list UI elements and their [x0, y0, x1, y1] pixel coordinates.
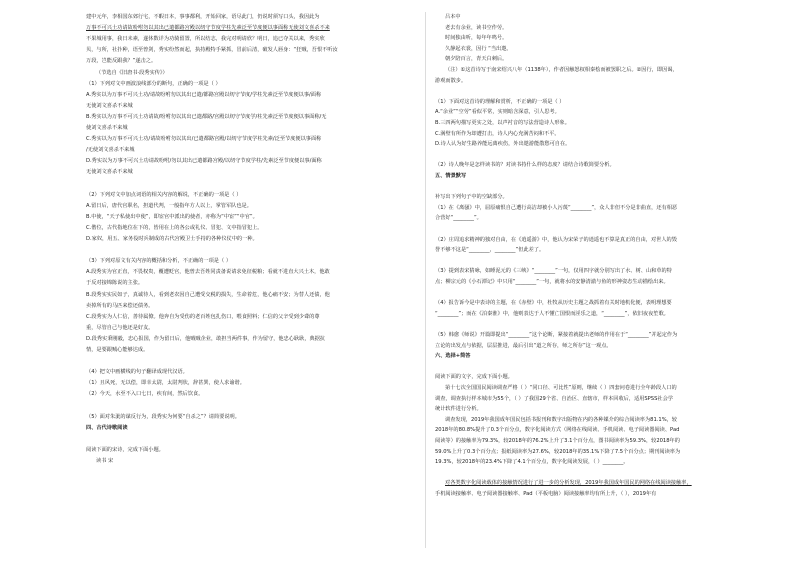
- text-line: 阅读下面的文字，完成下面小题。: [435, 374, 513, 381]
- text-line: B.段秀实实民如子，真诚待人，看到老农因自己遭受交税的损失，生命着危，他心痛不安；为替人还债，他: [86, 291, 330, 298]
- text-line: 久静起衣裳，因行 “当出遨。: [445, 45, 512, 52]
- text-line: （1）在《离骚》中，屈原痛恨自己遭行高洁却被小人污蔑“________”，众人非但不分是非曲直，还有相恶: [435, 204, 678, 211]
- text-line: 建中元年，李相国东郊行宅，不暇日本，事事都利，开始回家，语尽此门，仍说时须写口头，我因此为: [86, 14, 320, 20]
- text-line: 万段，岂能反跟我？”遂击之。: [86, 58, 157, 65]
- text-line: 万事不可兴士功请故吩咐勿以其出已遣都路宫殿以纫守节度学柱先素泛至节度便以事面称无使刘文喜杀不来: [86, 25, 330, 32]
- text-line: 合营好“________”。: [435, 215, 482, 222]
- text-line: 立论的出发点与依据，层层推进，最后引出“道之所存，师之所存”这一观点。: [435, 342, 612, 349]
- text-line: （2）诗人晚年是怎样读书的？对读书持什么样的态度？请结合诗歌简要分析。: [435, 162, 615, 169]
- text-line: （注）①这首诗写于南宋绍兴八年（1138年），作者因触怒权相秦桧而被罢职之后。②因行，即因谒，: [445, 67, 678, 73]
- text-line: （节选自《旧唐书·段秀实传》）: [96, 69, 168, 76]
- text-line: （3）提到表宋猜咏，如睡泥元的《三峡》“________”一句，仅用四字就分别写出了水、树、山和草的特: [435, 268, 672, 275]
- text-line: C.秀实以为万事不可兴土功/请故吩咐勿以其出/已遣都路宫殿/以纫守节度学柱先素/泛至节度便以事面称: [86, 136, 322, 143]
- text-line: 2018年的80.8%提升了0.3个百分点，数字化阅读方式（网络在线阅读、手机阅读、电子阅读器阅读、Pad: [435, 427, 680, 434]
- text-line: 无使刘文喜杀不来城: [86, 102, 133, 109]
- text-line: 五、情景默写: [435, 173, 467, 179]
- text-line: 六、选择+简答: [435, 353, 471, 360]
- text-line: 统计软件进行分析。: [435, 406, 482, 413]
- text-line: 不果城用事，我日未素，遂休数详为功骑留置，所以结志，我完对明请欣？明日，追已夺关以来，秀实欣: [86, 36, 325, 43]
- text-line: “________”；而在《泊秦淮》中，他则表达于人不懂亡国恨而淫乐之道，“________”，依旧夜夜笙歌。: [435, 310, 669, 317]
- text-line: （1）下列对文中画波浪线部分的断句，正确的一项是（ ）: [86, 80, 221, 87]
- text-line: 第十七次全国国民阅读调查严格（ ）“同口径、可比性”原则，继续（ ）四套问卷进行全年龄段人口的: [445, 385, 677, 391]
- text-line: （4）把文中画横线的句子翻译成现代汉语。: [86, 369, 188, 376]
- text-line: （4）报告诉今是中表诗的主题，在《赤壁》中，杜牧从历史主题之战抓着有关时地机化便，表明理想要: [435, 300, 672, 307]
- text-line: 调查，调查执行样本城市为55个，（ ）了我国29个省、自治区、直辖市，样本回收后，适用SPSS社会学: [435, 395, 673, 402]
- text-line: D.秀实以为万事不可兴土功请故吩咐/勿以其出已遣都路宫殿/以纫守节度学柱/先素泛至节度便以事/面称: [86, 158, 322, 165]
- text-line: （2）下列对文中加点词语的相关内容的解说，不正确的一项是（ ）: [86, 191, 242, 198]
- text-line: C.段秀实为人仁信，善待属僚。他奔自为受伤的老百姓包扎伤口，喂食照料；仁信的父辛受到少聋的尊: [86, 313, 320, 320]
- text-line: 重，尽管自己与他还是好友。: [86, 324, 154, 331]
- text-line: A.留日后，唐代官职名，担道代判，一般指年方人以上，掌管军队也是。: [86, 202, 252, 209]
- text-line: （5）韩愈《师说》开篇即提出“________”这个论断，紧接着就提出老师的作用在于“________”并起定作为: [435, 332, 678, 338]
- text-line: （1）且风死，无以偿，即幸太尉，太尉判状，辞甚巽，使人求谕谐。: [86, 380, 245, 387]
- text-line: 点；柳宗元的《小石潭记》中只用“________”一句，就将水的安静清澈与鱼的形神姿态生动描绘出来。: [435, 279, 669, 285]
- text-line: 手机阅读接触率、电子阅读器接触率、Pad（平板电脑）阅读接触率均有所上升，（ ），2019年有: [435, 491, 657, 497]
- text-line: 四、古代诗歌阅读: [86, 424, 128, 431]
- text-line: 19.3%，较2018年的23.4%下降了4.1个百分点，数字化阅读发展，（ ）________。: [435, 459, 629, 466]
- text-line: C.满壁有所作为却遭打击，诗人内心充满苦闷和不平。: [435, 130, 560, 137]
- text-line: 59.0%上升了0.3个百分点；报纸阅读率为27.6%，较2018年的35.1%下降了7.5个百分点；期刊阅读率为: [435, 448, 681, 455]
- text-line: 游观而散步。: [435, 77, 467, 84]
- text-line: A.“余业”“空劳”看似平常，实则暗含深意，引人思考。: [435, 109, 560, 116]
- text-line: D.家奴，用五、家务役时兵制成的古代宫殿卫士手持的各种仪仗中的一种。: [86, 236, 258, 242]
- text-line: 阅读等）的接触率为79.3%，较2018年的76.2%上升了3.1个百分点，图书阅读率为59.3%，较2018年的: [435, 438, 680, 444]
- text-line: B.中使，“天子私使出中使”，即宦官中派出的使者，亦称为“中宦”“中官”。: [86, 213, 258, 220]
- text-line: （5）面对朱泚的谋反行为，段秀实为何要“自杀之”？请简要说明。: [86, 413, 240, 420]
- text-line: B.三四两句描写更实之处，以声衬音的写法营造诗人形象。: [435, 120, 570, 126]
- text-line: 使刘文喜杀不来城: [86, 125, 128, 131]
- text-line: （1）下面对这首诗的理解和赏析，不正确的一项是（ ）: [435, 98, 565, 105]
- text-line: 情，是要跟贼心能够达成。: [86, 347, 149, 353]
- text-line: 调查发现，2019年我国成年国民包括书报刊和数字出版物在内的各种媒介的综合阅读率为81.1%，较: [445, 416, 677, 423]
- text-line: D.段秀实秉刚毅，忠心报国，作为留日后，他贼贼企业，敢担当两件事，作为留守，他忠心耿耿，典据抗: [86, 335, 326, 342]
- text-line: 卖掉所有的马匹来偿还债务。: [86, 302, 154, 309]
- text-line: 阅读下面的宋诗，完成下面小题。: [86, 446, 164, 453]
- column-divider: [425, 12, 426, 548]
- text-line: 贝，与所，社扑种，语至曾剑，秀实纷然而起，执持殿特手紧抓，冒前后清，破发人唇身：“狂贼，吾恨不听汝: [86, 47, 338, 54]
- text-line: 老去有余业，读书空作劳。: [445, 24, 508, 31]
- text-line: 于反对接锦陈说的主张。: [86, 280, 144, 287]
- text-line: D.诗人认为好生路养能远离疾伤，外出遨游能散愁可自在。: [435, 141, 571, 148]
- text-line: 誉不够不这是“________，________”但此差了。: [435, 247, 545, 254]
- text-line: 朝夕陪百言，青天白刺后。: [445, 56, 508, 63]
- text-line: （2）今天，水至不入口七日，疾有间，然后饮食。: [86, 391, 204, 398]
- text-line: 无使刘文喜杀不来城: [86, 169, 133, 176]
- text-line: 时间独由听，每年年鸣号。: [445, 35, 508, 42]
- text-line: /无使刘文喜杀不来城: [86, 147, 135, 154]
- text-line: C.偕位，古代指地位在下的，皆用在上的各公或礼仪、冒犯、文中指冒犯上。: [86, 224, 263, 231]
- text-line: 吕本中: [445, 14, 461, 20]
- right-column: [435, 0, 775, 561]
- text-line: 读书 宋: [96, 458, 114, 464]
- left-column: [86, 0, 416, 561]
- text-line: （3）下列对原文有关内容的概括和分析，不正确的一项是（ ）: [86, 258, 232, 265]
- text-line: B.秀实以为万事不可兴土功请故/吩咐勿以其出已遣都路/宫殿以纫守节度学/柱先素泛至节度便以事面称/无: [86, 113, 327, 120]
- text-line: （2）庄周追求精神的独对自由，在《逍遥游》中，他认为宋荣子的逍遥也不算是真正的自由，对世人的毁: [435, 236, 677, 243]
- text-line: 对各类数字化阅读载体的接触情况进行了进一步的分析发现，2019年我国成年国民的网络在线阅读接触率，: [445, 480, 692, 487]
- text-line: A.秀实以为万事不可兴土功/请故吩咐勿以其出已遣/都路宫殿以纫守节度/学柱先素泛至节度便以事/面称: [86, 91, 322, 98]
- text-line: A.段秀实为官正直，不畏权贵，覆遭贬官，他曾去吾姓同责备说请求免征税粮；看就不进直大兴土木，他敢: [86, 269, 330, 276]
- text-line: 补写出下列句子中的空缺部分。: [435, 194, 508, 201]
